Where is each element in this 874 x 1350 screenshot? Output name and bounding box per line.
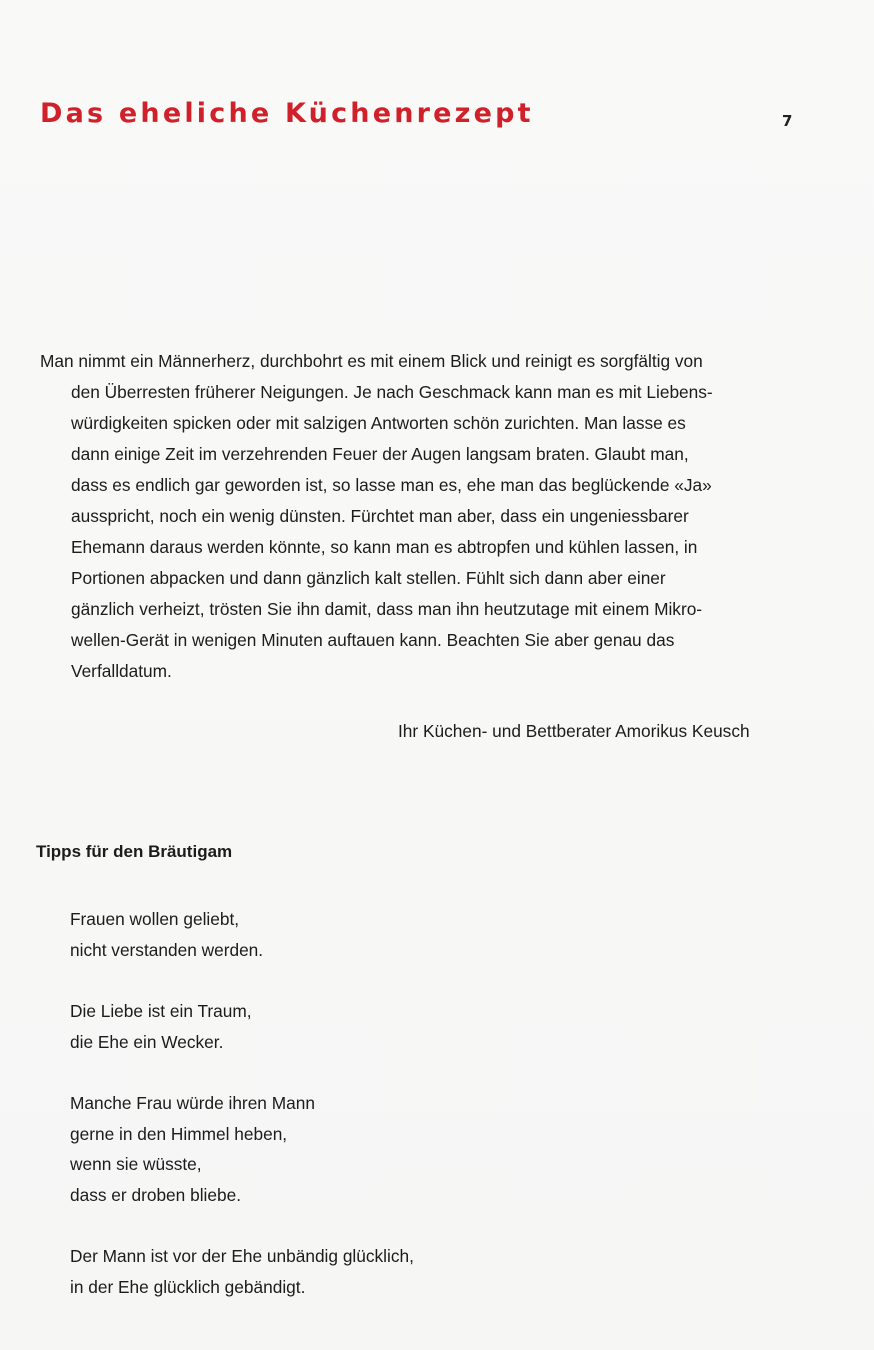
tips-list (70, 904, 414, 1333)
recipe-line: ausspricht, noch ein wenig dünsten. Fürchtet man aber, dass ein ungeniessbarer (71, 506, 689, 526)
recipe-line: würdigkeiten spicken oder mit salzigen Antworten schön zurichten. Man lasse es (71, 413, 686, 433)
recipe-paragraph (40, 346, 800, 687)
tip-line: Der Mann ist vor der Ehe unbändig glücklich, (70, 1246, 414, 1266)
tips-heading: Tipps für den Bräutigam (36, 842, 233, 861)
recipe-line: wellen-Gerät in wenigen Minuten auftauen kann. Beachten Sie aber genau das (71, 630, 675, 650)
recipe-line: gänzlich verheizt, trösten Sie ihn damit, dass man ihn heutzutage mit einem Mikro- (71, 599, 703, 619)
tip-line: dass er droben bliebe. (70, 1184, 242, 1205)
recipe-line: Portionen abpacken und dann gänzlich kalt stellen. Fühlt sich dann aber einer (71, 568, 666, 588)
tip-line: die Ehe ein Wecker. (70, 1031, 224, 1052)
tip-line: gerne in den Himmel heben, (70, 1123, 288, 1144)
recipe-line: dass es endlich gar geworden ist, so lasse man es, ehe man das beglückende «Ja» (71, 475, 712, 495)
tip-line: Die Liebe ist ein Traum, (70, 1001, 252, 1021)
recipe-line: dann einige Zeit im verzehrenden Feuer der Augen langsam braten. Glaubt man, (71, 444, 689, 464)
page-number: 7 (782, 112, 793, 130)
page-title: Das eheliche Küchenrezept (40, 98, 534, 129)
tip-line: Frauen wollen geliebt, (70, 909, 240, 929)
tip-line: Manche Frau würde ihren Mann (70, 1093, 315, 1113)
tip-item (70, 1241, 414, 1302)
recipe-signature: Ihr Küchen- und Bettberater Amorikus Keusch (398, 721, 750, 741)
recipe-line: Verfalldatum. (71, 661, 172, 681)
recipe-line: den Überresten früherer Neigungen. Je nach Geschmack kann man es mit Liebens- (71, 382, 713, 402)
recipe-line: Man nimmt ein Männerherz, durchbohrt es mit einem Blick und reinigt es sorgfältig von (40, 351, 703, 371)
tip-line: in der Ehe glücklich gebändigt. (70, 1276, 306, 1297)
tip-line: wenn sie wüsste, (70, 1154, 202, 1174)
tip-item (70, 904, 414, 965)
recipe-line: Ehemann daraus werden könnte, so kann man es abtropfen und kühlen lassen, in (71, 537, 698, 557)
tip-item (70, 996, 414, 1057)
tip-line: nicht verstanden werden. (70, 939, 264, 960)
tip-item (70, 1088, 414, 1210)
